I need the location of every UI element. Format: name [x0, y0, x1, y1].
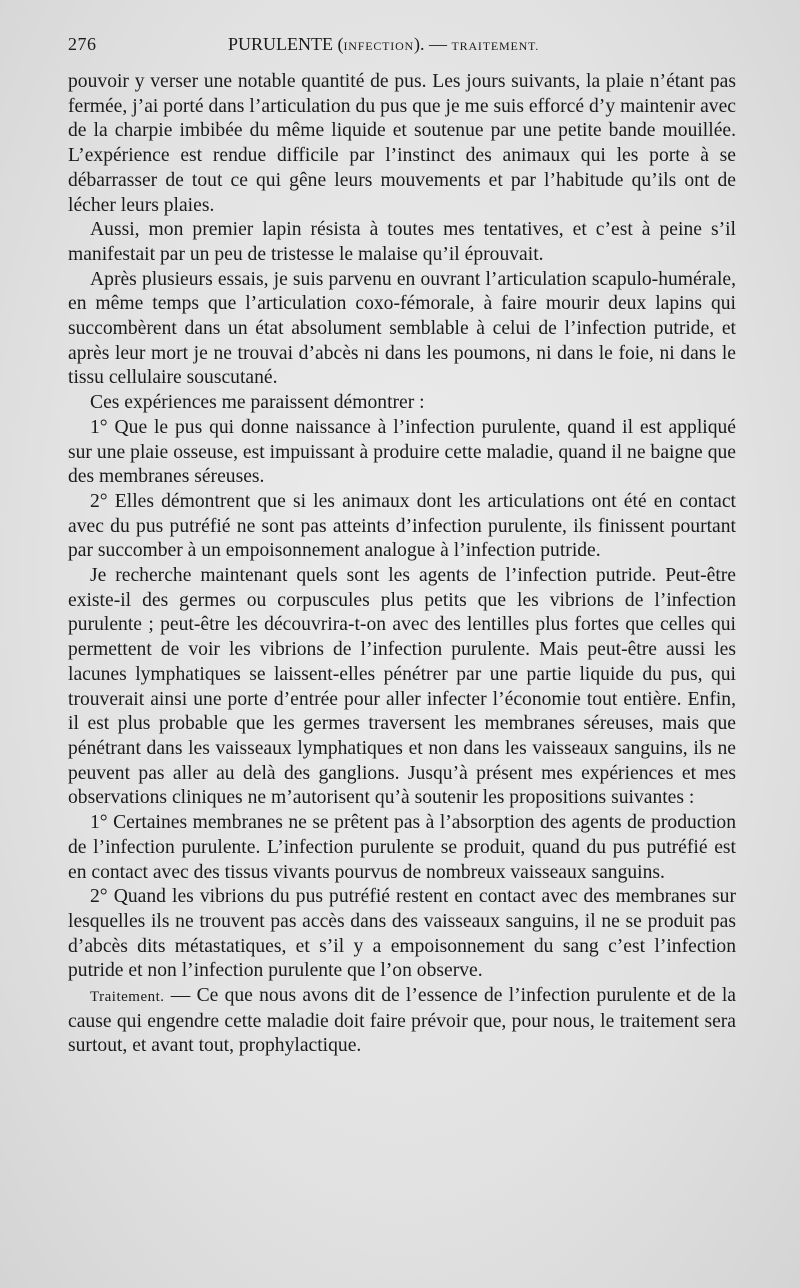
running-head-subtitle: INFECTION [343, 39, 415, 53]
paragraph-point-1: 1° Que le pus qui donne naissance à l’infection purulente, quand il est appliqué sur une plaie osseuse, est impuissant à produire cette maladie, quand il ne baigne que des membranes séreuses. [68, 416, 736, 488]
running-head-paren-close: ). [414, 34, 425, 54]
paragraph-demonstration-intro: Ces expériences me paraissent démontrer : [90, 392, 425, 414]
treatment-text: — Ce que nous avons dit de l’essence de l’infection purulente et de la cause qui engendre cette maladie doit faire prévoir que, pour nous, le traitement sera surtout, et avant tout, prophylactique. [68, 985, 736, 1057]
running-head-section: TRAITEMENT. [451, 39, 540, 53]
running-head-paren-open: ( [333, 34, 344, 54]
paragraph-treatment [68, 984, 736, 1059]
body-text [68, 70, 736, 1059]
paragraph-proposition-2: 2° Quand les vibrions du pus putréfié restent en contact avec des membranes sur lesquelles ils ne trouvent pas accès dans des vaisseaux sanguins, il ne se produit pas d’abcès dits métastatiques, et s’il y a empoisonnement du sang c’est l’infection putride et non l’infection purulente que l’on observe. [68, 886, 736, 982]
page-header [68, 30, 736, 60]
page-number: 276 [68, 34, 97, 54]
treatment-label: Traitement. [90, 989, 165, 1006]
paragraph-proposition-1: 1° Certaines membranes ne se prêtent pas à l’absorption des agents de production de l’infection purulente. L’infection purulente se produit, quand du pus putréfié est en contact avec des tissus vivants pourvus de nombreux vaisseaux sanguins. [68, 812, 736, 883]
running-head [228, 34, 539, 55]
running-head-separator: — [424, 34, 452, 54]
paragraph-point-2: 2° Elles démontrent que si les animaux dont les articulations ont été en contact avec du pus putréfié ne sont pas atteints d’infection purulente, ils finissent pourtant par succomber à un empoisonnement analogue à l’infection putride. [68, 490, 736, 562]
running-head-title: PURULENTE [228, 34, 333, 54]
paragraph-research: Je recherche maintenant quels sont les agents de l’infection putride. Peut-être existe-il des germes ou corpuscules plus petits que les vibrions de l’infection purulente ; peut-être les découvrira-t-on avec des lentilles plus fortes que celles qui permettent de voir les vibrions de l’infection purulente. Mais peut-être aussi les lacunes lymphatiques se laissent-elles pénétrer par une partie liquide du pus, qui trouverait ainsi une porte d’entrée pour aller infecter l’économie tout entière. Enfin, il est plus probable que les germes traversent les membranes séreuses, mais que pénétrant dans les vaisseaux lymphatiques et non dans les vaisseaux sanguins, ils ne peuvent pas aller au delà des ganglions. Jusqu’à présent mes expériences et mes observations cliniques ne m’autorisent qu’à soutenir les propositions suivantes : [68, 565, 736, 809]
paragraph-continuation: pouvoir y verser une notable quantité de pus. Les jours suivants, la plaie n’étant pas fermée, j’ai porté dans l’articulation du pus que je me suis efforcé d’y maintenir avec de la charpie imbibée du même liquide et soutenue par une petite bande mouillée. L’expérience est rendue difficile par l’instinct des animaux qui les porte à se débarrasser de tout ce qui gêne leurs mouvements et par l’habitude qu’ils ont de lécher leurs plaies. [68, 71, 736, 216]
paragraph-first-rabbit: Aussi, mon premier lapin résista à toutes mes tentatives, et c’est à peine s’il manifestait par un peu de tristesse le malaise qu’il éprouvait. [68, 219, 736, 265]
paragraph-trials: Après plusieurs essais, je suis parvenu en ouvrant l’articulation scapulo-humérale, en même temps que l’articulation coxo-fémorale, à faire mourir deux lapins qui succombèrent dans un état absolument semblable à celui de l’infection putride, et après leur mort je ne trouvai d’abcès ni dans les poumons, ni dans le foie, ni dans le tissu cellulaire souscutané. [68, 268, 736, 389]
